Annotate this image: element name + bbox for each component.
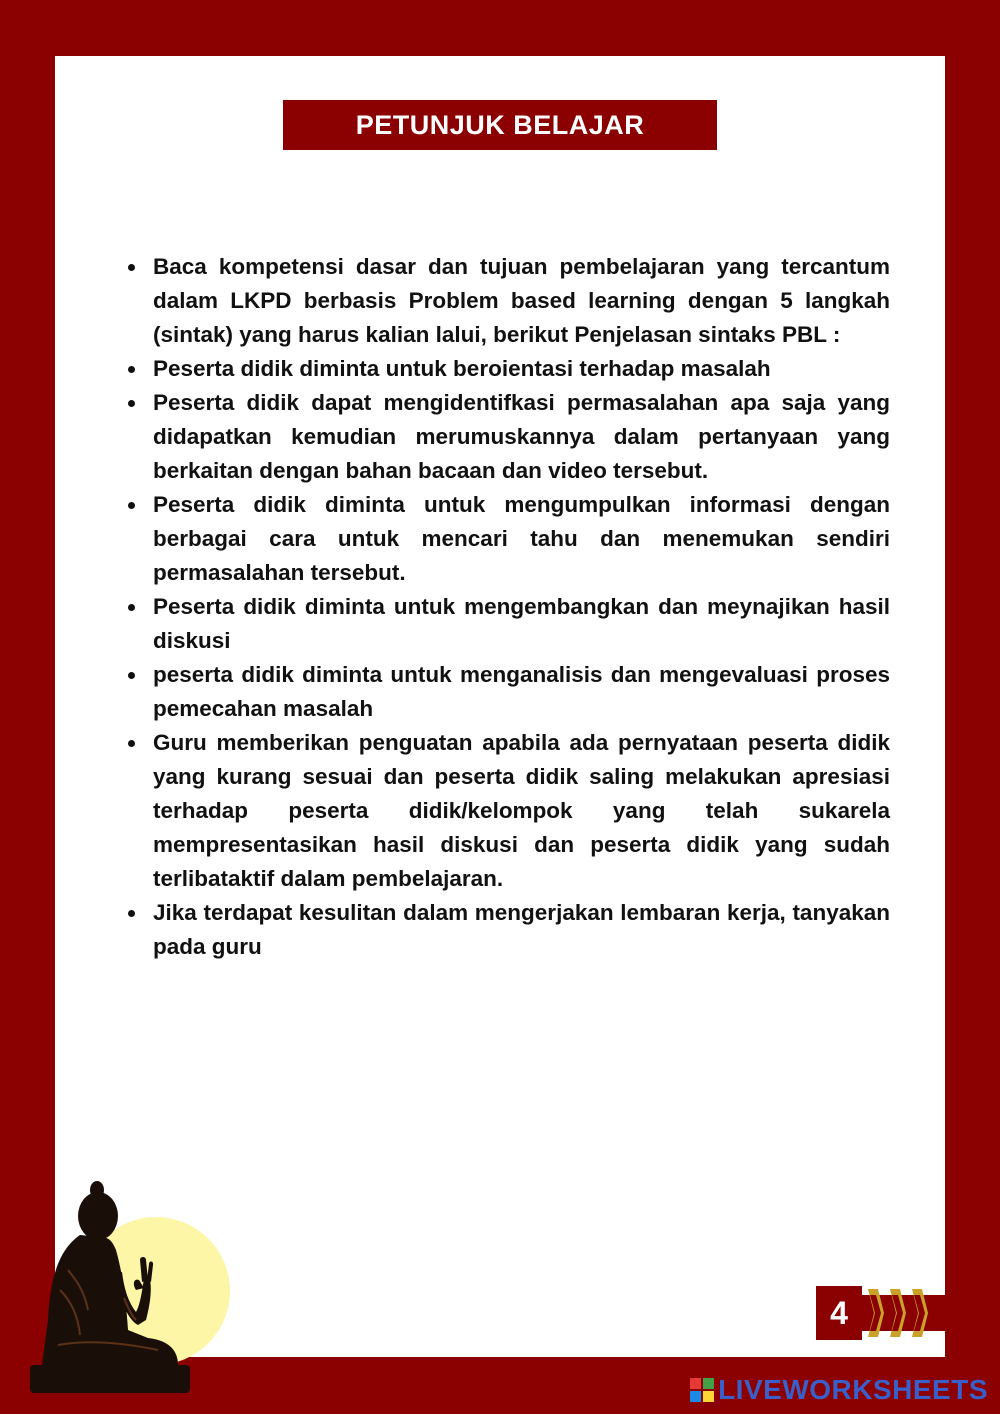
list-item [120, 250, 890, 352]
logo-square [690, 1378, 701, 1389]
page-number-text: 4 [830, 1294, 848, 1331]
list-item [120, 590, 890, 658]
list-item-text: Peserta didik diminta untuk mengumpulkan informasi dengan berbagai cara untuk mencari tahu dan menemukan sendiri permasalahan tersebut. [153, 492, 890, 585]
bullet-dot-icon [128, 366, 135, 373]
page-title-text: PETUNJUK BELAJAR [355, 109, 645, 140]
instructions-list [120, 250, 890, 964]
buddha-silhouette-icon [28, 1180, 198, 1395]
list-item-text: Peserta didik dapat mengidentifkasi permasalahan apa saja yang didapatkan kemudian merumuskannya dalam pertanyaan yang berkaitan dengan bahan bacaan dan video tersebut. [153, 390, 890, 483]
list-item-text: Baca kompetensi dasar dan tujuan pembelajaran yang tercantum dalam LKPD berbasis Problem based learning dengan 5 langkah (sintak) yang harus kalian lalui, berikut Penjelasan sintaks PBL : [153, 254, 890, 347]
page-title [283, 100, 717, 150]
logo-square [690, 1391, 701, 1402]
list-item [120, 352, 890, 386]
bullet-dot-icon [128, 400, 135, 407]
list-item-text: Peserta didik diminta untuk mengembangkan dan meynajikan hasil diskusi [153, 594, 890, 653]
watermark-text: LIVEWORKSHEETS [718, 1374, 988, 1405]
logo-square [703, 1378, 714, 1389]
watermark [690, 1374, 988, 1406]
liveworksheets-logo-icon [690, 1378, 714, 1402]
logo-square [703, 1391, 714, 1402]
bullet-dot-icon [128, 740, 135, 747]
chevron-arrows-icon [862, 1289, 945, 1337]
list-item [120, 726, 890, 896]
list-item-text: Guru memberikan penguatan apabila ada pernyataan peserta didik yang kurang sesuai dan peserta didik saling melakukan apresiasi terhadap peserta didik/kelompok yang telah sukarela mempresentasikan hasil diskusi dan peserta didik yang sudah terlibataktif dalam pembelajaran. [153, 730, 890, 891]
bullet-dot-icon [128, 264, 135, 271]
list-item [120, 658, 890, 726]
bullet-dot-icon [128, 604, 135, 611]
list-item [120, 488, 890, 590]
list-item [120, 386, 890, 488]
bullet-dot-icon [128, 672, 135, 679]
list-item-text: Peserta didik diminta untuk beroientasi terhadap masalah [153, 356, 771, 381]
bullet-dot-icon [128, 502, 135, 509]
list-item-text: peserta didik diminta untuk menganalisis dan mengevaluasi proses pemecahan masalah [153, 662, 890, 721]
page-number [816, 1286, 862, 1340]
list-item-text: Jika terdapat kesulitan dalam mengerjakan lembaran kerja, tanyakan pada guru [153, 900, 890, 959]
bullet-dot-icon [128, 910, 135, 917]
list-item [120, 896, 890, 964]
